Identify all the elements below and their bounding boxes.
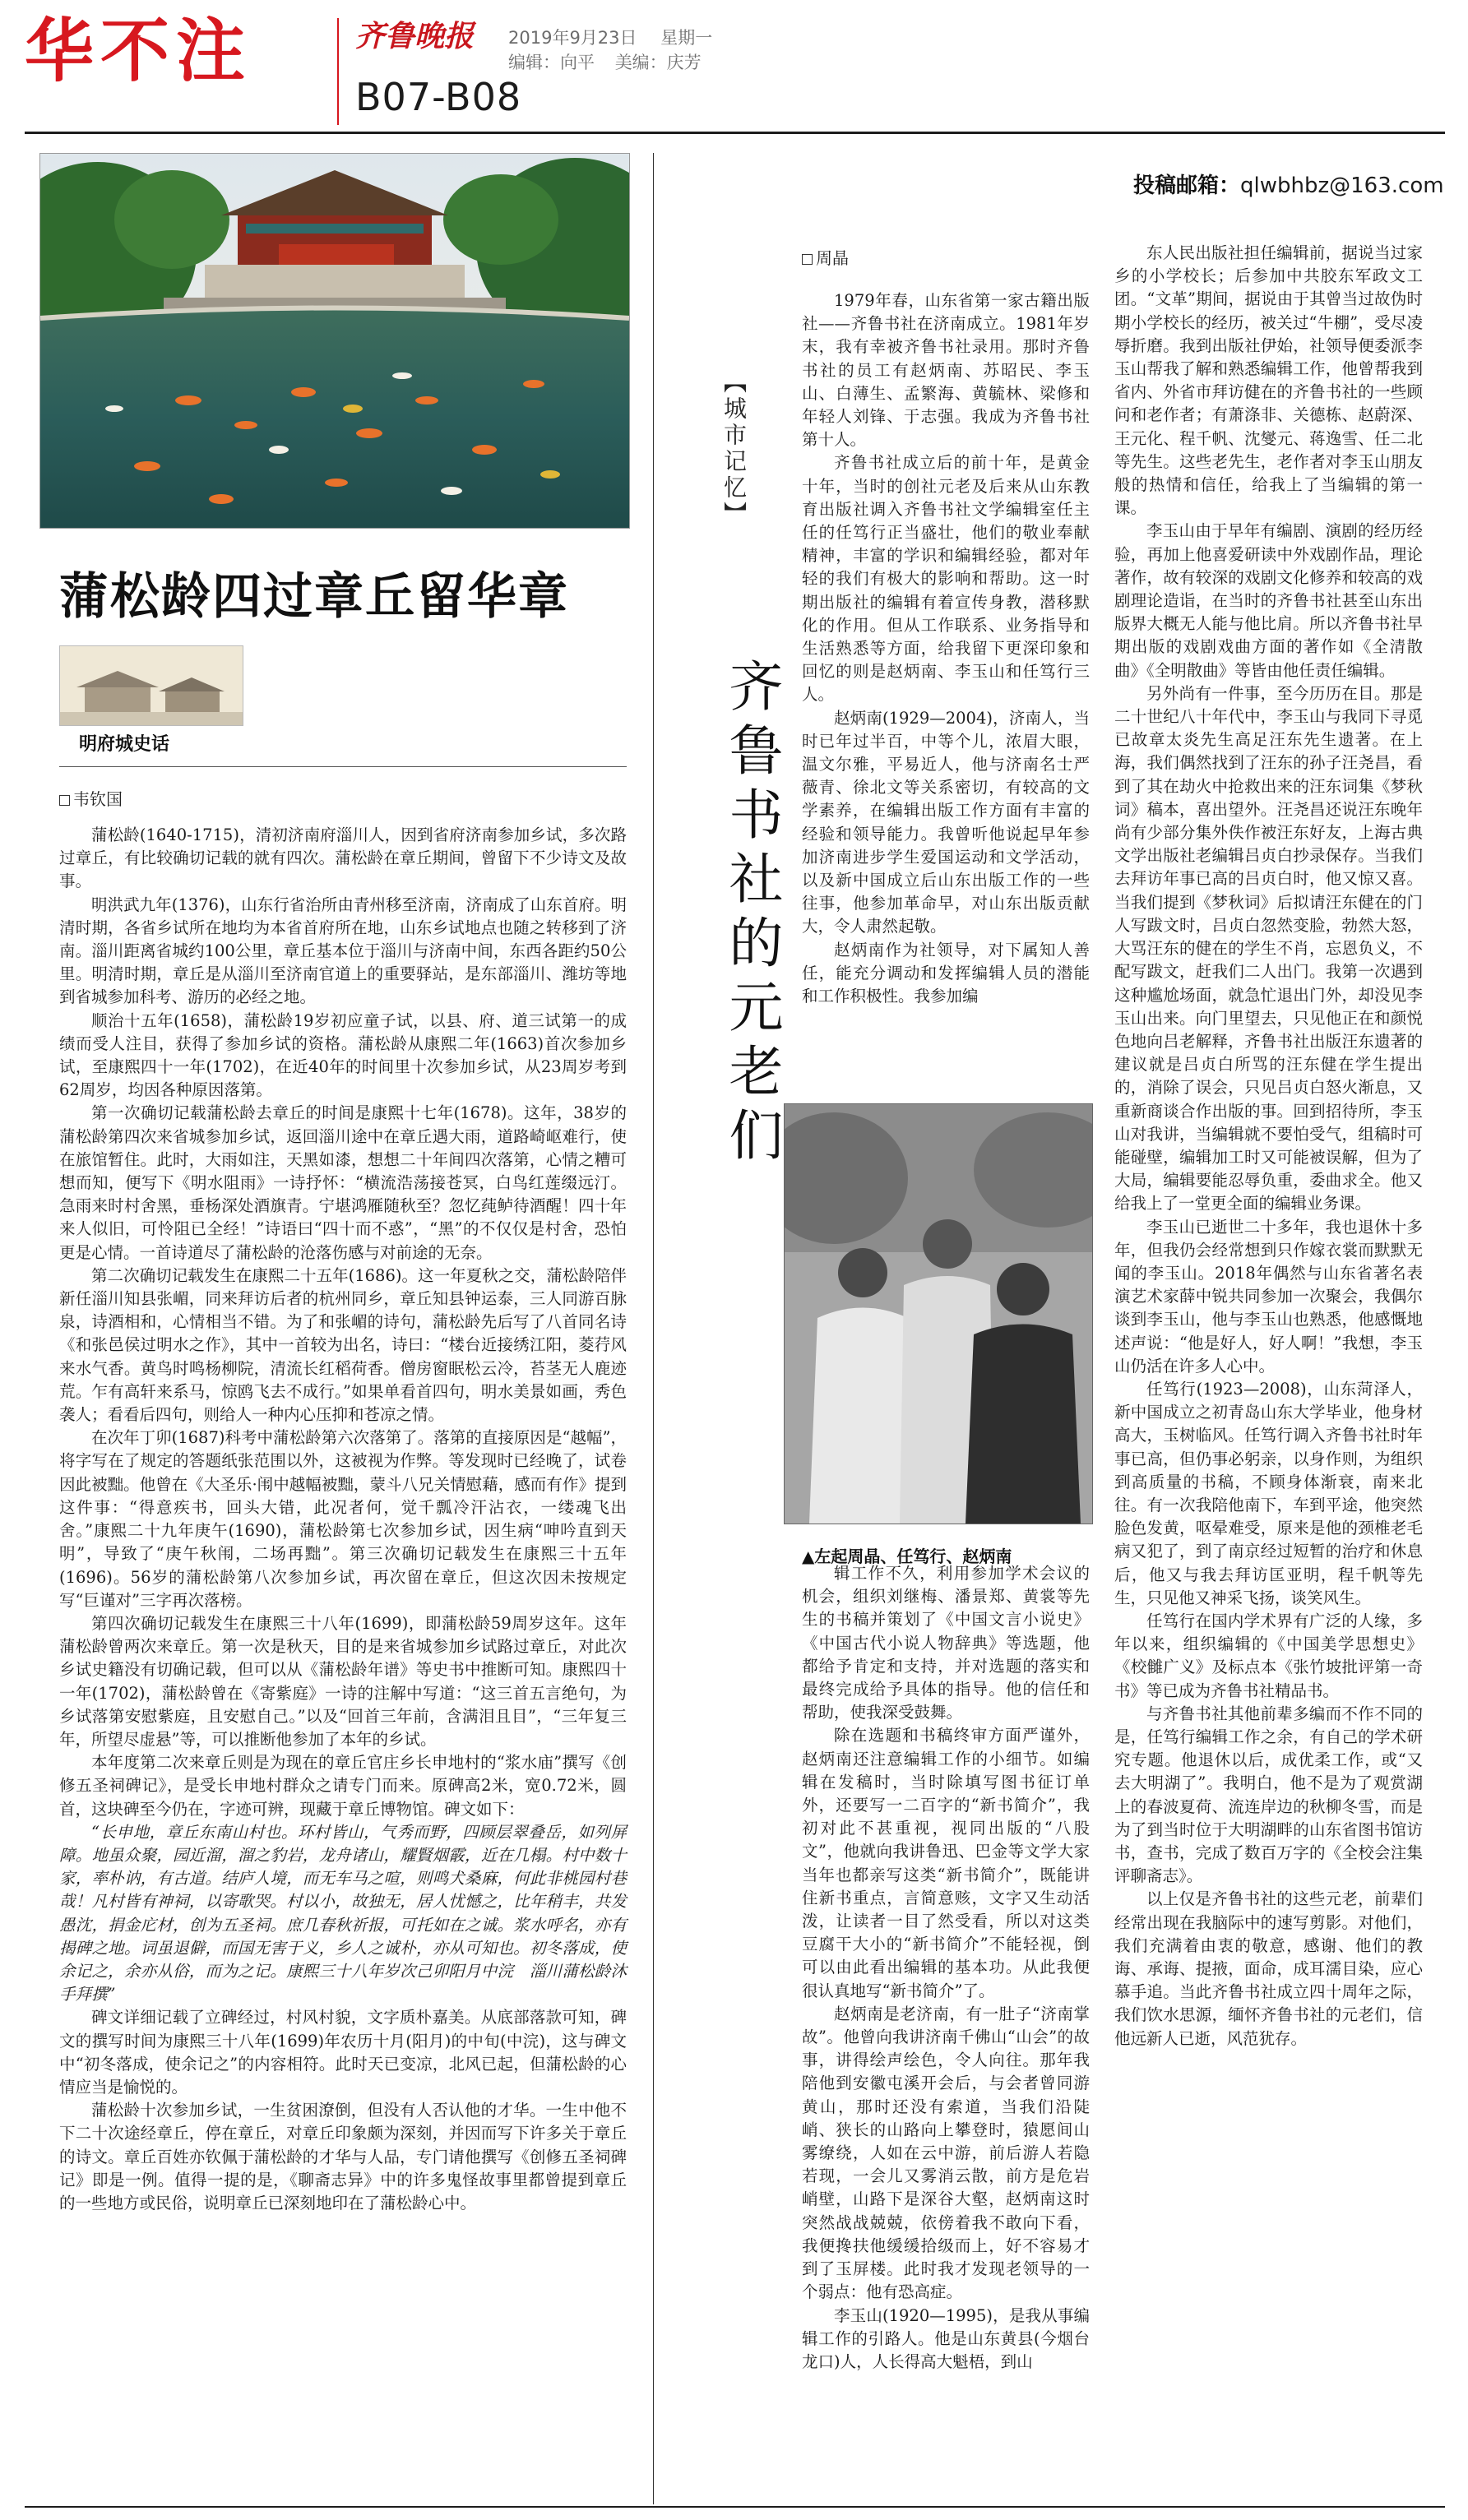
paragraph: 蒲松龄(1640-1715)，清初济南府淄川人，因到省府济南参加乡试，多次路过章丘，有比较确切记载的就有四次。蒲松龄在章丘期间，曾留下不少诗文及故事。 xyxy=(59,825,627,891)
masthead-title: 华不注 xyxy=(25,11,252,91)
paragraph: 辑工作不久，利用参加学术会议的机会，组织刘继梅、潘景郑、黄裳等先生的书稿并策划了《中国文言小说史》《中国古代小说人物辞典》等选题，他都给予肯定和支持，并对选题的落实和最终完成给予具体的指导。他的信任和帮助，使我深受鼓舞。 xyxy=(802,1564,1090,1722)
header-rule xyxy=(25,132,1445,134)
paragraph: 第二次确切记载发生在康熙二十五年(1686)。这一年夏秋之交，蒲松龄陪伴新任淄川知县张嵋，同来拜访后者的杭州同乡，章丘知县钟运泰，三人同游百脉泉，诗酒相和，心情相当不错。为了和张嵋的诗句，蒲松龄先后写了八首同名诗《和张邑侯过明水之作》，其中一首较为出名，诗曰：“楼台近接绣江阳，菱荇风来水气香。黄鸟时鸣杨柳院，清流长红稻荷香。僧房窗眠松云冷，苔茎无人鹿迹荒。乍有高轩来系马，惊鸥飞去不成行。”如果单看首四句，明水美景如画，秀色袭人；看看后四句，则给人一种内心压抑和苍凉之情。 xyxy=(59,1265,627,1425)
issue-weekday: 星期一 xyxy=(660,28,713,48)
paragraph: 任笃行在国内学术界有广泛的人缘，多年以来，组织编辑的《中国美学思想史》《校雠广义》及标点本《张竹坡批评第一奇书》等已成为齐鲁书社精品书。 xyxy=(1114,1611,1423,1700)
paragraph: 另外尚有一件事，至今历历在目。那是二十世纪八十年代中，李玉山与我同下寻觅已故章太炎先生高足汪东先生遗著。在上海，我们偶然找到了汪东的孙子汪尧昌，看到了其在劫火中抢救出来的汪东词集《梦秋词》稿本，喜出望外。汪尧昌还说汪东晚年尚有少部分集外佚作被汪东好友，上海古典文学出版社老编辑吕贞白抄录保存。当我们去拜访年事已高的吕贞白时，他又惊又喜。当我们提到《梦秋词》后拟请汪东健在的门人写跋文时，吕贞白忽然变脸，勃然大怒，大骂汪东的健在的学生不肖，忘恩负义，不配写跋文，赶我们二人出门。我第一次遇到这种尴尬场面，就急忙退出门外，却没见李玉山出来。向门里望去，只见他正在和颜悦色地向吕老解释，齐鲁书社出版汪东遗著的建议就是吕贞白所骂的汪东健在学生提出的，消除了误会，只见吕贞白怒火渐息，又重新商谈合作出版的事。回到招待所，李玉山对我讲，当编辑就不要怕受气，组稿时可能碰壁，编辑加工时又可能被误解，但为了大局，编辑要能忍辱负重，委曲求全。他又给我上了一堂更全面的编辑业务课。 xyxy=(1114,683,1423,1214)
article-column-2 xyxy=(1114,242,1423,2051)
paragraph: 蒲松龄十次参加乡试，一生贫困潦倒，但没有人否认他的才华。一生中他不下二十次途经章丘，停在章丘，对章丘印象颇为深刻，并因而写下许多关于章丘的诗文。章丘百姓亦钦佩于蒲松龄的才华与人品，专门请他撰写《创修五圣祠碑记》即是一例。值得一提的是，《聊斋志异》中的许多鬼怪故事里都曾提到章丘的一些地方或民俗，说明章丘已深刻地印在了蒲松龄心中。 xyxy=(59,2101,627,2213)
article-body xyxy=(59,824,627,2215)
email-label: 投稿邮箱： xyxy=(1133,173,1241,198)
paragraph: 赵炳南(1929—2004)，济南人，当时已年过半百，中等个儿，浓眉大眼，温文尔雅，平易近人，他与济南名士严薇青、徐北文等关系密切，有较高的文学素养，在编辑出版工作方面有丰富的经验和领导能力。我曾听他说起早年参加济南进步学生爱国运动和文学活动，以及新中国成立后山东出版工作的一些往事，他参加革命早，对山东出版贡献大，令人肃然起敬。 xyxy=(802,708,1090,936)
photo-caption: ▲左起周晶、任笃行、赵炳南 xyxy=(802,1547,1012,1566)
author-byline xyxy=(802,245,849,269)
paragraph: 碑文详细记载了立碑经过，村风村貌，文字质朴嘉美。从底部落款可知，碑文的撰写时间为康熙三十八年(1699)年农历十月(阳月)的中旬(中浣)，这与碑文中“初冬落成，使余记之”的内容相符。此时天已变凉，北风已起，但蒲松龄的心情应当是愉悦的。 xyxy=(59,2008,627,2097)
author-name: 韦钦国 xyxy=(73,789,123,809)
issue-date: 2019年9月23日 xyxy=(508,28,637,48)
editor-credit: 编辑：向平 xyxy=(508,53,595,72)
column-rule xyxy=(59,766,627,767)
submission-email xyxy=(1133,169,1444,199)
column-badge-image xyxy=(59,645,243,726)
paragraph: 在次年丁卯(1687)科考中蒲松龄第六次落第了。落第的直接原因是“越幅”，将字写在了规定的答题纸张范围以外，这被视为作弊。等发现时已经晚了，试卷因此被黜。他曾在《大圣乐·闱中越幅被黜，蒙斗八兄关情慰藉，感而有作》提到这件事：“得意疾书，回头大错，此况者何，觉千瓢冷汗沾衣，一缕魂飞出舍。”康熙二十九年庚午(1690)，蒲松龄第七次参加乡试，因生病“呻吟直到天明”，导致了“庚午秋闱，二场再黜”。第三次确切记载发生在康熙三十五年(1696)。56岁的蒲松龄第八次参加乡试，再次留在章丘，但这次因未按规定写“巨谨对”三字再次落榜。 xyxy=(59,1428,627,1610)
byline-square-icon xyxy=(802,254,813,265)
paragraph: 第一次确切记载蒲松龄去章丘的时间是康熙十七年(1678)。这年，38岁的蒲松龄第四次来省城参加乡试，返回淄川途中在章丘遇大雨，道路崎岖难行，使在旅馆暂住。此时，大雨如注，天黑如漆，想想二十年间四次落第，心情之糟可想而知，便写下《明水阻雨》一诗抒怀：“横流浩荡接苍冥，白鸟红莲缀远汀。急雨来时村舍黑，垂杨深处酒旗青。宁堪鸿雁随秋至？忽忆莼鲈待酒醒！四十年来人似旧，可怜阻已全经！”诗语曰“四十而不惑”，“黑”的不仅仅是村舍，恐怕更是心情。一首诗道尽了蒲松龄的沧落伤感与对前途的无奈。 xyxy=(59,1103,627,1262)
paragraph: 赵炳南作为社领导，对下属知人善任，能充分调动和发挥编辑人员的潜能和工作积极性。我参加编 xyxy=(802,940,1090,1006)
article-title: 蒲松龄四过章丘留华章 xyxy=(59,568,569,626)
paragraph: 本年度第二次来章丘则是为现在的章丘官庄乡长申地村的“浆水庙”撰写《创修五圣祠碑记》，是受长申地村群众之请专门而来。原碑高2米，宽0.72米，圆首，这块碑至今仍在，字迹可辨，现藏于章丘博物馆。碑文如下： xyxy=(59,1753,627,1819)
designer-credit: 美编：庆芳 xyxy=(614,53,702,72)
header-divider xyxy=(337,18,339,125)
paragraph: 顺治十五年(1658)，蒲松龄19岁初应童子试，以县、府、道三试第一的成绩而受人注目，获得了参加乡试的资格。蒲松龄从康熙二年(1663)首次参加乡试，至康熙四十一年(1702)，在近40年的时间里十次参加乡试，从23周岁考到62周岁，均因各种原因落第。 xyxy=(59,1010,627,1100)
article-column-1 xyxy=(802,289,1090,1008)
paragraph: 1979年春，山东省第一家古籍出版社——齐鲁书社在济南成立。1981年岁末，我有幸被齐鲁书社录用。那时齐鲁书社的员工有赵炳南、苏昭民、李玉山、白薄生、孟繁海、黄毓林、梁修和年轻人刘锋、于志强。我成为齐鲁书社第十人。 xyxy=(802,291,1090,450)
byline-square-icon xyxy=(59,795,70,806)
paragraph: 齐鲁书社成立后的前十年，是黄金十年，当时的创社元老及后来从山东教育出版社调入齐鲁书社文学编辑室任主任的任笃行正当盛壮，他们的敬业奉献精神，丰富的学识和编辑经验，都对年轻的我们有极大的影响和帮助。这一时期出版社的编辑有着宣传身教，潜移默化的作用。但从工作联系、业务指导和生活熟悉等方面，给我留下更深印象和回忆的则是赵炳南、李玉山和任笃行三人。 xyxy=(802,453,1090,705)
article-divider xyxy=(653,153,654,2504)
paragraph: 李玉山(1920—1995)，是我从事编辑工作的引路人。他是山东黄县(今烟台龙口)人，人长得高大魁梧，到山 xyxy=(802,2305,1090,2371)
paragraph: 与齐鲁书社其他前辈多编而不作不同的是，任笃行编辑工作之余，有自己的学术研究专题。他退休以后，成优柔工作，或“又去大明湖了”。我明白，他不是为了观赏湖上的春波夏荷、流连岸边的秋柳冬雪，而是为了到当时位于大明湖畔的山东省图书馆访书，查书，完成了数百万字的《全校会注集评聊斋志》。 xyxy=(1114,1704,1423,1886)
credits-line xyxy=(508,49,716,74)
author-name: 周晶 xyxy=(816,248,849,268)
footer-rule xyxy=(25,2506,1445,2508)
column-label: 明府城史话 xyxy=(79,734,170,755)
article-column-3 xyxy=(802,1562,1090,2374)
paragraph: 明洪武九年(1376)，山东行省治所由青州移至济南，济南成了山东首府。明清时期，各省乡试所在地均为本省首府所在地，山东乡试地点也随之转移到了济南。淄川距离省城约100公里，章丘基本位于淄川与济南中间，东西各距约50公里。明清时期，章丘是从淄川至济南官道上的重要驿站，是东部淄川、潍坊等地到省城参加科考、游历的必经之地。 xyxy=(59,895,627,1007)
issue-date-line xyxy=(508,25,730,49)
newspaper-name: 齐鲁晚报 xyxy=(355,19,475,53)
group-photo xyxy=(784,1103,1093,1524)
paragraph: 东人民出版社担任编辑前，据说当过家乡的小学校长；后参加中共胶东军政文工团。“文革”期间，据说由于其曾当过故伪时期小学校长的经历，被关过“牛棚”，受尽凌辱折磨。我到出版社伊始，社领导便委派李玉山帮我了解和熟悉编辑工作，他曾帮我到省内、外省市拜访健在的齐鲁书社的一些顾问和老作者；有萧涤非、关德栋、赵蔚深、王元化、程千帆、沈燮元、蒋逸雪、任二北等先生。这些老先生，老作者对李玉山朋友般的热情和信任，给我上了当编辑的第一课。 xyxy=(1114,243,1423,518)
article-title-vertical: 齐鲁书社的元老们 xyxy=(720,658,783,1171)
stele-inscription: “长申地，章丘东南山村也。环村皆山，气秀而野，四顾层翠叠岳，如列屏障。地虽众聚，园近溜，溜之豹岩，龙舟诸山，耀賢烟霰，近在几榻。村中数十家，率朴讷，有古道。结庐人境，而无车马之喧，则鸣犬桑麻，何此非桃园村巷哉！凡村皆有神祠，以寄歌哭。村以小，故独无，居人忧憾之，比年稍丰，共发愚沈，捐金庀材，创为五圣祠。庶几春秋祈报，可托如在之诚。浆水呼名，亦有揭碑之地。词虽退僻，而国无害于义，乡人之诚朴，亦从可知也。初冬落成，使余记之，余亦从俗，而为之记。康熙三十八年岁次己卯阳月中浣 淄川蒲松龄沐手拜撰” xyxy=(59,1822,627,2004)
email-address: qlwbhbz@163.com xyxy=(1240,173,1444,198)
paragraph: 任笃行(1923—2008)，山东菏泽人，新中国成立之初青岛山东大学毕业，他身材高大，玉树临风。任笃行调入齐鲁书社时年事已高，但仍事必躬亲，以身作则，为组织到高质量的书稿，不顾身体渐衰，南来北往。有一次我陪他南下，车到平途，他突然脸色发黄，呕晕难受，原来是他的颈椎老毛病又犯了，到了南京经过短暂的治疗和休息后，他又与我去拜访匡亚明，程千帆等先生，只见他又神采飞扬，谈笑风生。 xyxy=(1114,1379,1423,1607)
paragraph: 以上仅是齐鲁书社的这些元老，前辈们经常出现在我脑际中的速写剪影。对他们，我们充满着由衷的敬意，感谢、他们的教诲、承诲、提掖，面命，成耳濡目染，应心慕手追。当此齐鲁书社成立四十周年之际，我们饮水思源，缅怀齐鲁书社的元老们，信他远新人已逝，风范犹存。 xyxy=(1114,1889,1423,2048)
section-tag: 【城市记忆】 xyxy=(720,370,748,528)
paragraph: 第四次确切记载发生在康熙三十八年(1699)，即蒲松龄59周岁这年。这年蒲松龄曾两次来章丘。第一次是秋天，目的是来省城参加乡试路过章丘，对此次乡试史籍没有切确记载，但可以从《蒲松龄年谱》等史书中推断可知。康熙四十一年(1702)，蒲松龄曾在《寄紫庭》一诗的注解中写道：“这三首五言绝句，为乡试落第安慰紫庭，且安慰自己。”以及“回首三年前，含满泪且目”，“三年复三年，所望尽虚悬”等，可以推断他参加了本年的乡试。 xyxy=(59,1613,627,1749)
paragraph: 李玉山由于早年有编剧、演剧的经历经验，再加上他喜爱研读中外戏剧作品，理论著作，故有较深的戏剧文化修养和较高的戏剧理论造诣，在当时的齐鲁书社甚至山东出版界大概无人能与他比肩。所以齐鲁书社早期出版的戏剧戏曲方面的著作如《全清散曲》《全明散曲》等皆由他任责任编辑。 xyxy=(1114,521,1423,680)
paragraph: 除在选题和书稿终审方面严谨外，赵炳南还注意编辑工作的小细节。如编辑在发稿时，当时除填写图书征订单外，还要写一二百字的“新书简介”，我初对此不甚重视，视同出版的“八股文”，他就向我讲鲁迅、巴金等文学大家当年也都亲写这类“新书简介”，既能讲住新书重点，言简意赅，文字又生动活泼，让读者一目了然受看，所以对这类豆腐干大小的“新书简介”不能轻视，倒可以由此看出编辑的基本功。从此我便很认真地写“新书简介”了。 xyxy=(802,1726,1090,2000)
pavilion-pond-photo xyxy=(39,153,630,529)
paragraph: 赵炳南是老济南，有一肚子“济南掌故”。他曾向我讲济南千佛山“山会”的故事，讲得绘声绘色，令人向往。那年我陪他到安徽屯溪开会后，与会者曾同游黄山，那时还没有索道，当我们沿陡峭、狭长的山路向上攀登时，猿愿间山雾缭绕，人如在云中游，前后游人若隐若现，一会儿又雾消云散，前方是危岩峭壁，山路下是深谷大壑，赵炳南这时突然战战兢兢，依傍着我不敢向下看，我便搀扶他缓缓拾级而上，好不容易才到了玉屏楼。此时我才发现老领导的一个弱点：他有恐高症。 xyxy=(802,2004,1090,2302)
paragraph: 李玉山已逝世二十多年，我也退休十多年，但我仍会经常想到只作嫁衣裳而默默无闻的李玉山。2018年偶然与山东省著名表演艺术家薛中锐共同参加一次聚会，我偶尔谈到李玉山，他与李玉山也熟悉，他感慨地述声说：“他是好人，好人啊！”我想，李玉山仍活在许多人心中。 xyxy=(1114,1217,1423,1376)
author-byline xyxy=(59,786,123,810)
page-number: B07-B08 xyxy=(355,75,522,119)
